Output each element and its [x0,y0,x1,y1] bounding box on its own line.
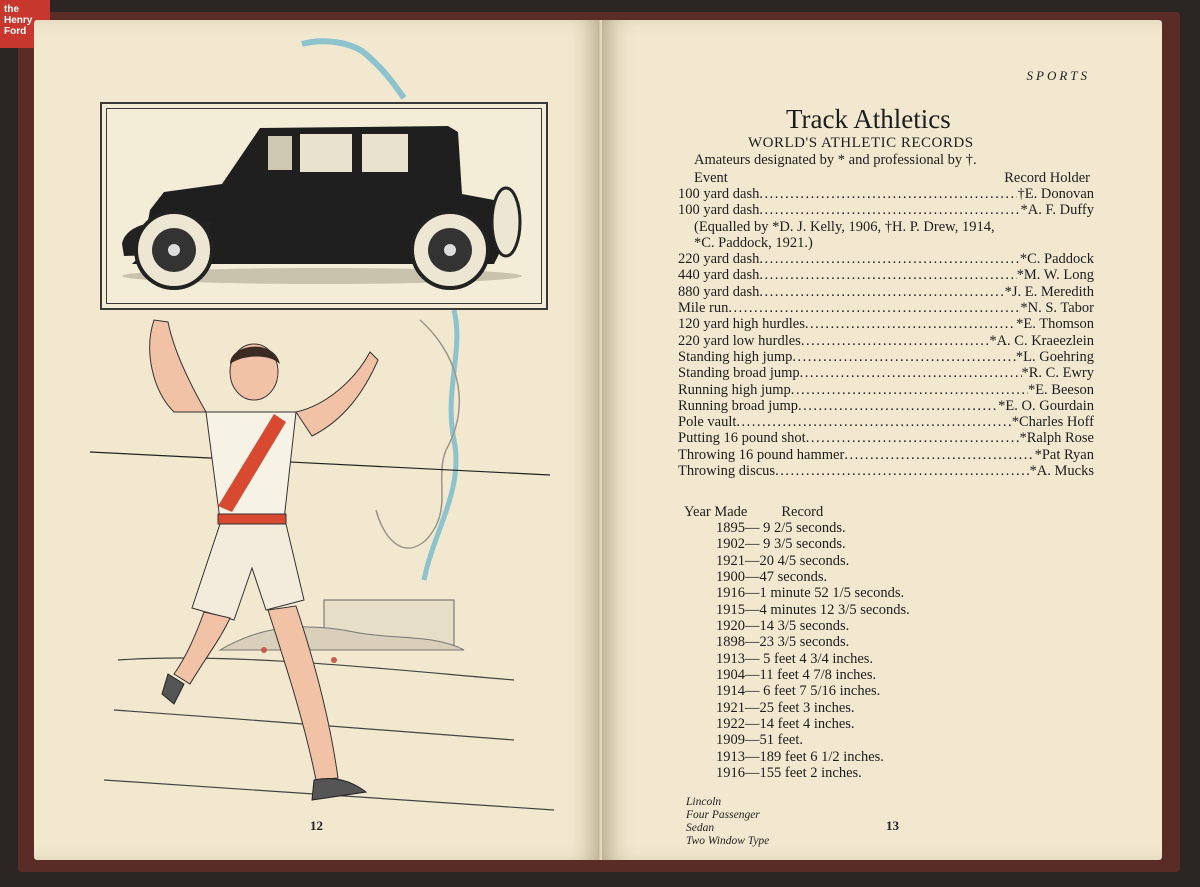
year-record-row: 1913—189 feet 6 1/2 inches. [716,748,884,765]
year-record-row: 1914— 6 feet 7 5/16 inches. [716,683,881,700]
record-row: Mile run ..... *N. S. Tabor [678,300,1094,316]
running-header: SPORTS [1026,68,1090,83]
henry-ford-logo: the Henry Ford [0,0,50,48]
year-record-row: 1898—23 3/5 seconds. [716,634,850,651]
year-record-row: 1920—14 3/5 seconds. [716,618,850,635]
car-caption: Lincoln Four Passenger Sedan Two Window Type [686,796,770,847]
record-column-headers [694,170,1090,187]
year-record-row: 1921—20 4/5 seconds. [716,552,850,569]
record-row: 440 yard dash ..... *M. W. Long [678,267,1094,283]
year-record-row: 1895— 9 2/5 seconds. [716,520,846,536]
year-record-row: 1916—1 minute 52 1/5 seconds. [716,585,905,602]
year-record-row: 1916—155 feet 2 inches. [716,765,862,782]
record-row: Running broad jump ..... *E. O. Gourdain [678,398,1094,414]
record-row: Running high jump ..... *E. Beeson [678,382,1094,398]
record-column-header: Record [781,504,824,520]
record-row: 100 yard dash ..... †E. Donovan [678,186,1094,202]
record-row: Putting 16 pound shot ..... *Ralph Rose [678,430,1094,446]
runner-illustration [34,20,600,860]
record-row: Throwing 16 pound hammer ..... *Pat Ryan [678,447,1094,463]
record-row: Throwing discus ..... *A. Mucks [678,463,1094,479]
record-row: 120 yard high hurdles ..... *E. Thomson [678,316,1094,332]
left-page [34,20,600,860]
year-record-row: 1909—51 feet. [716,732,803,749]
records-list [678,186,1094,479]
page-number-right: 13 [886,818,899,833]
page-subtitle: WORLD'S ATHLETIC RECORDS [748,135,974,151]
year-column-header: Year Made [684,504,748,520]
page-number-left: 12 [310,818,323,833]
page-title: Track Athletics [786,104,951,134]
record-row: Pole vault ..... *Charles Hoff [678,414,1094,430]
year-column-headers [684,504,823,521]
year-record-row: 1904—11 feet 4 7/8 inches. [716,667,877,684]
record-row: 880 yard dash ..... *J. E. Meredith [678,284,1094,300]
year-record-row: 1900—47 seconds. [716,569,828,586]
record-note-line-2: *C. Paddock, 1921.) [694,234,813,251]
holder-column-header: Record Holder [1004,170,1090,186]
legend-line: Amateurs designated by * and professional by †. [694,152,977,168]
right-page [602,20,1162,860]
record-row: Standing high jump ..... *L. Goehring [678,349,1094,365]
year-record-row: 1902— 9 3/5 seconds. [716,536,846,553]
year-record-row: 1913— 5 feet 4 3/4 inches. [716,650,874,667]
year-records-list [716,520,910,782]
record-row: 100 yard dash ..... *A. F. Duffy [678,202,1094,218]
record-row: 220 yard low hurdles ..... *A. C. Kraeezlein [678,333,1094,349]
record-row: Standing broad jump ..... *R. C. Ewry [678,365,1094,381]
year-record-row: 1921—25 feet 3 inches. [716,699,855,716]
year-record-row: 1922—14 feet 4 inches. [716,716,855,733]
record-note-line-1: (Equalled by *D. J. Kelly, 1906, †H. P. Drew, 1914, [694,218,995,235]
record-row: 220 yard dash ..... *C. Paddock [678,251,1094,267]
event-column-header: Event [694,170,728,186]
year-record-row: 1915—4 minutes 12 3/5 seconds. [716,601,910,618]
